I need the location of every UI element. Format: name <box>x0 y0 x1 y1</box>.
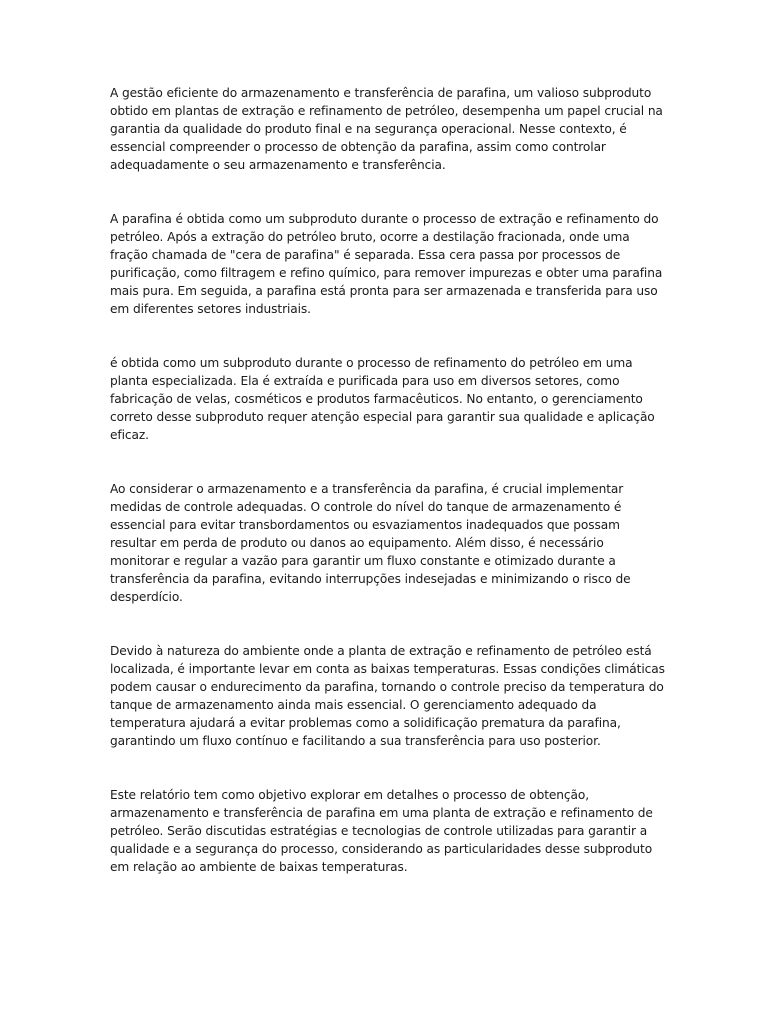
paragraph-objetivo: Este relatório tem como objetivo explorar em detalhes o processo de obtenção, armazenamento e transferência de parafina em uma planta de extração e refinamento de petróleo. Serão discutidas estratégias e tecnologias de controle utilizadas para garantir a qualidade e a segurança do processo, considerando as particularidades desse subproduto em relação ao ambiente de baixas temperaturas. <box>110 788 653 874</box>
paragraph-intro: A gestão eficiente do armazenamento e transferência de parafina, um valioso subproduto obtido em plantas de extração e refinamento de petróleo, desempenha um papel crucial na garantia da qualidade do produto final e na segurança operacional. Nesse contexto, é essencial compreender o processo de obtenção da parafina, assim como controlar adequadamente o seu armazenamento e transferência. <box>110 86 663 172</box>
paragraph-controle: Ao considerar o armazenamento e a transferência da parafina, é crucial implementar medidas de controle adequadas. O controle do nível do tanque de armazenamento é essencial para evitar transbordamentos ou esvaziamentos inadequados que possam resultar em perda de produto ou danos ao equipamento. Além disso, é necessário monitorar e regular a vazão para garantir um fluxo constante e otimizado durante a transferência da parafina, evitando interrupções indesejadas e minimizando o risco de desperdício. <box>110 482 631 604</box>
document-body <box>110 84 665 912</box>
paragraph-temperatura: Devido à natureza do ambiente onde a planta de extração e refinamento de petróleo está localizada, é importante levar em conta as baixas temperaturas. Essas condições climáticas podem causar o endurecimento da parafina, tornando o controle preciso da temperatura do tanque de armazenamento ainda mais essencial. O gerenciamento adequado da temperatura ajudará a evitar problemas como a solidificação prematura da parafina, garantindo um fluxo contínuo e facilitando a sua transferência para uso posterior. <box>110 644 665 748</box>
paragraph-obtencao: A parafina é obtida como um subproduto durante o processo de extração e refinamento do petróleo. Após a extração do petróleo bruto, ocorre a destilação fracionada, onde uma fração chamada de "cera de parafina" é separada. Essa cera passa por processos de purificação, como filtragem e refino químico, para remover impurezas e obter uma parafina mais pura. Em seguida, a parafina está pronta para ser armazenada e transferida para uso em diferentes setores industriais. <box>110 212 663 316</box>
paragraph-subproduto: é obtida como um subproduto durante o processo de refinamento do petróleo em uma planta especializada. Ela é extraída e purificada para uso em diversos setores, como fabricação de velas, cosméticos e produtos farmacêuticos. No entanto, o gerenciamento correto desse subproduto requer atenção especial para garantir sua qualidade e aplicação eficaz. <box>110 356 655 442</box>
